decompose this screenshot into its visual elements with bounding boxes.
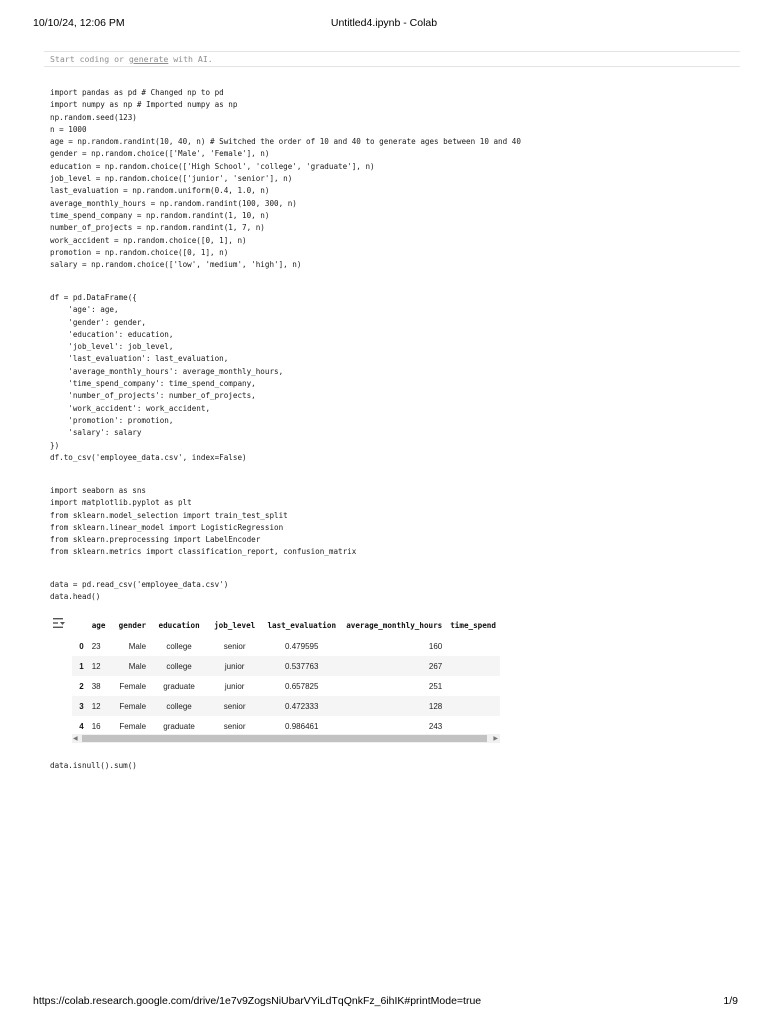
column-header: gender [118, 620, 147, 630]
index-header [72, 614, 88, 636]
code-line: age = np.random.randint(10, 40, n) # Switched the order of 10 and 40 to generate ages between 10 and 40 [50, 137, 521, 147]
scrollbar-thumb[interactable] [82, 735, 487, 742]
row-index: 1 [72, 656, 88, 676]
code-line: salary = np.random.choice(['low', 'medium', 'high'], n) [50, 260, 302, 270]
code-line: data = pd.read_csv('employee_data.csv') [50, 580, 229, 589]
cell-job-level: junior [208, 656, 261, 676]
code-line: from sklearn.metrics import classification_report, confusion_matrix [50, 547, 357, 557]
cell-education: college [150, 696, 208, 716]
code-line: np.random.seed(123) [50, 112, 137, 122]
cell-time-spend [446, 636, 500, 656]
print-footer [0, 995, 768, 1009]
code-line: import seaborn as sns [50, 486, 147, 495]
cell-average-monthly-hours: 267 [342, 656, 446, 676]
code-line: number_of_projects = np.random.randint(1, 7, n) [50, 223, 265, 233]
cell-gender: Female [119, 681, 147, 691]
cell-job-level: senior [208, 696, 261, 716]
cell-age: 38 [91, 681, 101, 691]
code-line: 'age': age, [50, 305, 119, 315]
code-cell-read-csv[interactable] [50, 579, 228, 604]
cell-average-monthly-hours: 128 [342, 696, 446, 716]
code-line: 'promotion': promotion, [50, 415, 174, 425]
code-cell-imports[interactable] [50, 485, 356, 559]
code-line: job_level = np.random.choice(['junior', 'senior'], n) [50, 174, 293, 184]
code-cell-dataframe[interactable] [50, 292, 283, 464]
cell-time-spend [446, 716, 500, 736]
cell-job-level: senior [223, 641, 246, 651]
column-header: time_spend [450, 620, 496, 630]
code-line: work_accident = np.random.choice([0, 1], n) [50, 235, 247, 245]
table-row [72, 656, 500, 676]
column-header: education [158, 620, 200, 630]
column-header: age [91, 620, 106, 630]
table-row [72, 696, 500, 716]
code-line: last_evaluation = np.random.uniform(0.4, 1.0, n) [50, 186, 270, 196]
code-line: import pandas as pd # Changed np to pd [50, 88, 224, 97]
cell-average-monthly-hours: 243 [428, 721, 443, 731]
column-header: job_level [214, 620, 256, 630]
row-index: 3 [72, 696, 88, 716]
code-line: promotion = np.random.choice([0, 1], n) [50, 247, 229, 257]
code-line: 'job_level': job_level, [50, 342, 174, 352]
code-line: n = 1000 [50, 124, 87, 134]
cell-education: graduate [163, 721, 195, 731]
cell-education: college [166, 641, 192, 651]
prompt-prefix: Start coding or [50, 54, 129, 64]
code-line: time_spend_company = np.random.randint(1, 10, n) [50, 210, 270, 220]
code-cell-isnull[interactable] [50, 760, 137, 772]
code-line: df.to_csv('employee_data.csv', index=False) [50, 452, 247, 462]
cell-average-monthly-hours: 160 [428, 641, 443, 651]
cell-age: 12 [88, 656, 112, 676]
cell-education: graduate [163, 681, 195, 691]
cell-education: college [150, 656, 208, 676]
code-line: from sklearn.model_selection import train_test_split [50, 510, 288, 520]
column-header: average_monthly_hours [346, 620, 443, 630]
cell-gender: Female [119, 721, 147, 731]
code-cell-data-generation[interactable] [50, 87, 521, 271]
dataframe-table [72, 614, 500, 736]
code-line: gender = np.random.choice(['Male', 'Female'], n) [50, 149, 270, 159]
row-index: 4 [79, 721, 84, 731]
code-line: 'average_monthly_hours': average_monthly_hours, [50, 366, 284, 376]
table-row [72, 716, 500, 736]
code-line: 'time_spend_company': time_spend_company, [50, 379, 256, 389]
code-line: 'gender': gender, [50, 317, 147, 327]
code-line: education = np.random.choice(['High School', 'college', 'graduate'], n) [50, 161, 375, 171]
cell-age: 12 [88, 696, 112, 716]
cell-gender: Male [112, 656, 150, 676]
table-header-row [72, 614, 500, 636]
dataframe-output [72, 614, 500, 744]
table-row [72, 676, 500, 696]
table-row [72, 636, 500, 656]
scroll-left-arrow-icon[interactable]: ◀ [73, 735, 78, 742]
empty-code-cell-prompt[interactable] [44, 51, 740, 67]
cell-job-level: junior [224, 681, 245, 691]
column-header: last_evaluation [267, 620, 337, 630]
code-line: from sklearn.linear_model import LogisticRegression [50, 522, 284, 532]
print-datetime: 10/10/24, 12:06 PM [33, 17, 125, 29]
cell-job-level: senior [223, 721, 246, 731]
code-line: data.isnull().sum() [50, 761, 137, 770]
cell-age: 23 [91, 641, 101, 651]
print-url: https://colab.research.google.com/drive/1e7v9ZogsNiUbarVYiLdTqQnkFz_6ihIK#printMode=true [33, 995, 482, 1007]
code-line: import numpy as np # Imported numpy as np [50, 100, 238, 110]
code-line: 'education': education, [50, 329, 174, 339]
dataframe-horizontal-scrollbar[interactable] [72, 734, 500, 743]
cell-last-evaluation: 0.472333 [261, 696, 342, 716]
print-header [0, 17, 768, 31]
output-collapse-icon[interactable] [52, 617, 66, 629]
cell-time-spend [446, 656, 500, 676]
code-line: from sklearn.preprocessing import LabelEncoder [50, 535, 261, 545]
cell-age: 16 [91, 721, 101, 731]
cell-gender: Female [112, 696, 150, 716]
page-number: 1/9 [723, 995, 738, 1007]
code-line: 'last_evaluation': last_evaluation, [50, 354, 229, 364]
print-title: Untitled4.ipynb - Colab [330, 17, 438, 29]
cell-average-monthly-hours: 251 [428, 681, 443, 691]
code-line: data.head() [50, 592, 101, 602]
row-index: 0 [79, 641, 84, 651]
generate-link[interactable]: generate [128, 54, 169, 64]
row-index: 2 [79, 681, 84, 691]
cell-time-spend [446, 696, 500, 716]
scroll-right-arrow-icon[interactable]: ▶ [493, 735, 498, 742]
cell-gender: Male [128, 641, 147, 651]
code-line: 'salary': salary [50, 428, 142, 438]
code-line: df = pd.DataFrame({ [50, 293, 137, 302]
cell-last-evaluation: 0.537763 [261, 656, 342, 676]
prompt-suffix: with AI. [168, 54, 213, 64]
cell-time-spend [446, 676, 500, 696]
code-line: import matplotlib.pyplot as plt [50, 498, 192, 508]
code-line: 'number_of_projects': number_of_projects, [50, 391, 256, 401]
code-line: average_monthly_hours = np.random.randint(100, 300, n) [50, 198, 297, 208]
code-line: 'work_accident': work_accident, [50, 403, 211, 413]
cell-last-evaluation: 0.479595 [285, 641, 319, 651]
code-line: }) [50, 440, 60, 450]
cell-last-evaluation: 0.986461 [285, 721, 319, 731]
cell-last-evaluation: 0.657825 [285, 681, 319, 691]
